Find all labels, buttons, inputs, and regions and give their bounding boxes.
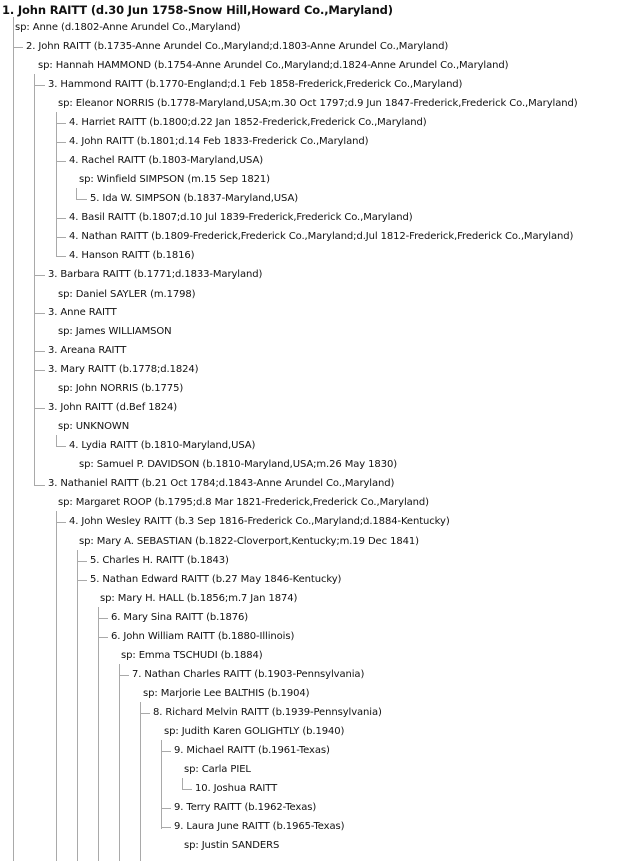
tree-connector <box>98 607 99 861</box>
tree-connector <box>34 74 35 486</box>
tree-entry-spouse: sp: Margaret ROOP (b.1795;d.8 Mar 1821-Frederick,Frederick Co.,Maryland) <box>58 497 429 508</box>
tree-entry: 3. Nathaniel RAITT (b.21 Oct 1784;d.1843-Anne Arundel Co.,Maryland) <box>48 478 395 489</box>
tree-entry: 4. John RAITT (b.1801;d.14 Feb 1833-Frederick Co.,Maryland) <box>69 136 369 147</box>
tree-connector <box>34 85 45 86</box>
tree-entry-root: 1. John RAITT (d.30 Jun 1758-Snow Hill,Howard Co.,Maryland) <box>2 3 393 17</box>
tree-entry: 5. Charles H. RAITT (b.1843) <box>90 555 229 566</box>
tree-entry: 7. Nathan Charles RAITT (b.1903-Pennsylvania) <box>132 669 365 680</box>
tree-connector <box>56 123 66 124</box>
tree-entry-spouse: sp: UNKNOWN <box>58 421 130 432</box>
tree-entry-spouse: sp: Anne (d.1802-Anne Arundel Co.,Maryland) <box>15 22 241 33</box>
tree-entry: 4. Rachel RAITT (b.1803-Maryland,USA) <box>69 155 264 166</box>
tree-connector <box>119 675 129 676</box>
tree-connector <box>77 550 78 861</box>
tree-entry: 10. Joshua RAITT <box>195 783 278 794</box>
tree-entry-spouse: sp: Emma TSCHUDI (b.1884) <box>121 650 263 661</box>
tree-entry: 3. John RAITT (d.Bef 1824) <box>48 402 178 413</box>
tree-connector <box>34 408 45 409</box>
tree-connector <box>76 199 87 200</box>
tree-connector <box>56 446 66 447</box>
tree-connector <box>13 17 14 861</box>
tree-connector <box>98 618 108 619</box>
tree-entry: 5. Ida W. SIMPSON (b.1837-Maryland,USA) <box>90 193 298 204</box>
tree-connector <box>98 637 108 638</box>
tree-entry: 3. Areana RAITT <box>48 345 127 356</box>
tree-entry-spouse: sp: Samuel P. DAVIDSON (b.1810-Maryland,USA;m.26 May 1830) <box>79 459 398 470</box>
tree-entry: 3. Hammond RAITT (b.1770-England;d.1 Feb 1858-Frederick,Frederick Co.,Maryland) <box>48 79 463 90</box>
tree-connector <box>34 313 45 314</box>
tree-connector <box>56 142 66 143</box>
tree-connector <box>56 112 57 257</box>
tree-entry-spouse: sp: Mary A. SEBASTIAN (b.1822-Cloverport,Kentucky;m.19 Dec 1841) <box>79 536 419 547</box>
tree-entry: 4. Harriet RAITT (b.1800;d.22 Jan 1852-Frederick,Frederick Co.,Maryland) <box>69 117 427 128</box>
tree-entry: 6. John William RAITT (b.1880-Illinois) <box>111 631 295 642</box>
tree-entry-spouse: sp: Daniel SAYLER (m.1798) <box>58 289 196 300</box>
tree-connector <box>13 47 23 48</box>
tree-entry-spouse: sp: John NORRIS (b.1775) <box>58 383 184 394</box>
tree-entry: 4. Basil RAITT (b.1807;d.10 Jul 1839-Frederick,Frederick Co.,Maryland) <box>69 212 413 223</box>
tree-entry-spouse: sp: Winfield SIMPSON (m.15 Sep 1821) <box>79 174 270 185</box>
tree-entry: 5. Nathan Edward RAITT (b.27 May 1846-Kentucky) <box>90 574 342 585</box>
tree-entry: 3. Mary RAITT (b.1778;d.1824) <box>48 364 199 375</box>
tree-connector <box>34 275 45 276</box>
tree-connector <box>140 702 141 861</box>
tree-entry-spouse: sp: Justin SANDERS <box>184 840 280 851</box>
tree-connector <box>34 351 45 352</box>
tree-connector <box>56 511 57 861</box>
tree-entry: 4. Nathan RAITT (b.1809-Frederick,Frederick Co.,Maryland;d.Jul 1812-Frederick,Frederick Co.,Maryland) <box>69 231 574 242</box>
tree-connector <box>161 751 171 752</box>
tree-connector <box>77 580 87 581</box>
tree-entry: 3. Anne RAITT <box>48 307 117 318</box>
tree-entry: 4. Lydia RAITT (b.1810-Maryland,USA) <box>69 440 256 451</box>
tree-connector <box>56 161 66 162</box>
tree-entry: 4. John Wesley RAITT (b.3 Sep 1816-Frederick Co.,Maryland;d.1884-Kentucky) <box>69 516 450 527</box>
tree-entry: 6. Mary Sina RAITT (b.1876) <box>111 612 249 623</box>
tree-entry-spouse: sp: Mary H. HALL (b.1856;m.7 Jan 1874) <box>100 593 298 604</box>
tree-entry-spouse: sp: James WILLIAMSON <box>58 326 172 337</box>
tree-entry-spouse: sp: Eleanor NORRIS (b.1778-Maryland,USA;m.30 Oct 1797;d.9 Jun 1847-Frederick,Frederick Co.,Maryland) <box>58 98 578 109</box>
tree-entry: 9. Michael RAITT (b.1961-Texas) <box>174 745 330 756</box>
tree-connector <box>77 561 87 562</box>
tree-entry: 4. Hanson RAITT (b.1816) <box>69 250 195 261</box>
tree-connector <box>34 370 45 371</box>
tree-entry-spouse: sp: Marjorie Lee BALTHIS (b.1904) <box>143 688 310 699</box>
tree-entry: 3. Barbara RAITT (b.1771;d.1833-Maryland) <box>48 269 263 280</box>
tree-connector <box>56 522 66 523</box>
tree-entry: 9. Laura June RAITT (b.1965-Texas) <box>174 821 345 832</box>
tree-connector <box>34 485 45 486</box>
tree-entry: 2. John RAITT (b.1735-Anne Arundel Co.,Maryland;d.1803-Anne Arundel Co.,Maryland) <box>26 41 449 52</box>
tree-connector <box>161 740 162 829</box>
tree-connector <box>119 664 120 861</box>
tree-entry-spouse: sp: Hannah HAMMOND (b.1754-Anne Arundel Co.,Maryland;d.1824-Anne Arundel Co.,Maryland) <box>38 60 509 71</box>
tree-connector <box>161 827 171 828</box>
tree-connector <box>182 789 192 790</box>
tree-connector <box>56 218 66 219</box>
tree-connector <box>56 256 66 257</box>
tree-connector <box>161 808 171 809</box>
tree-entry: 8. Richard Melvin RAITT (b.1939-Pennsylvania) <box>153 707 382 718</box>
tree-connector <box>56 237 66 238</box>
tree-entry: 9. Terry RAITT (b.1962-Texas) <box>174 802 317 813</box>
tree-connector <box>140 713 150 714</box>
tree-entry-spouse: sp: Judith Karen GOLIGHTLY (b.1940) <box>164 726 345 737</box>
tree-entry-spouse: sp: Carla PIEL <box>184 764 251 775</box>
